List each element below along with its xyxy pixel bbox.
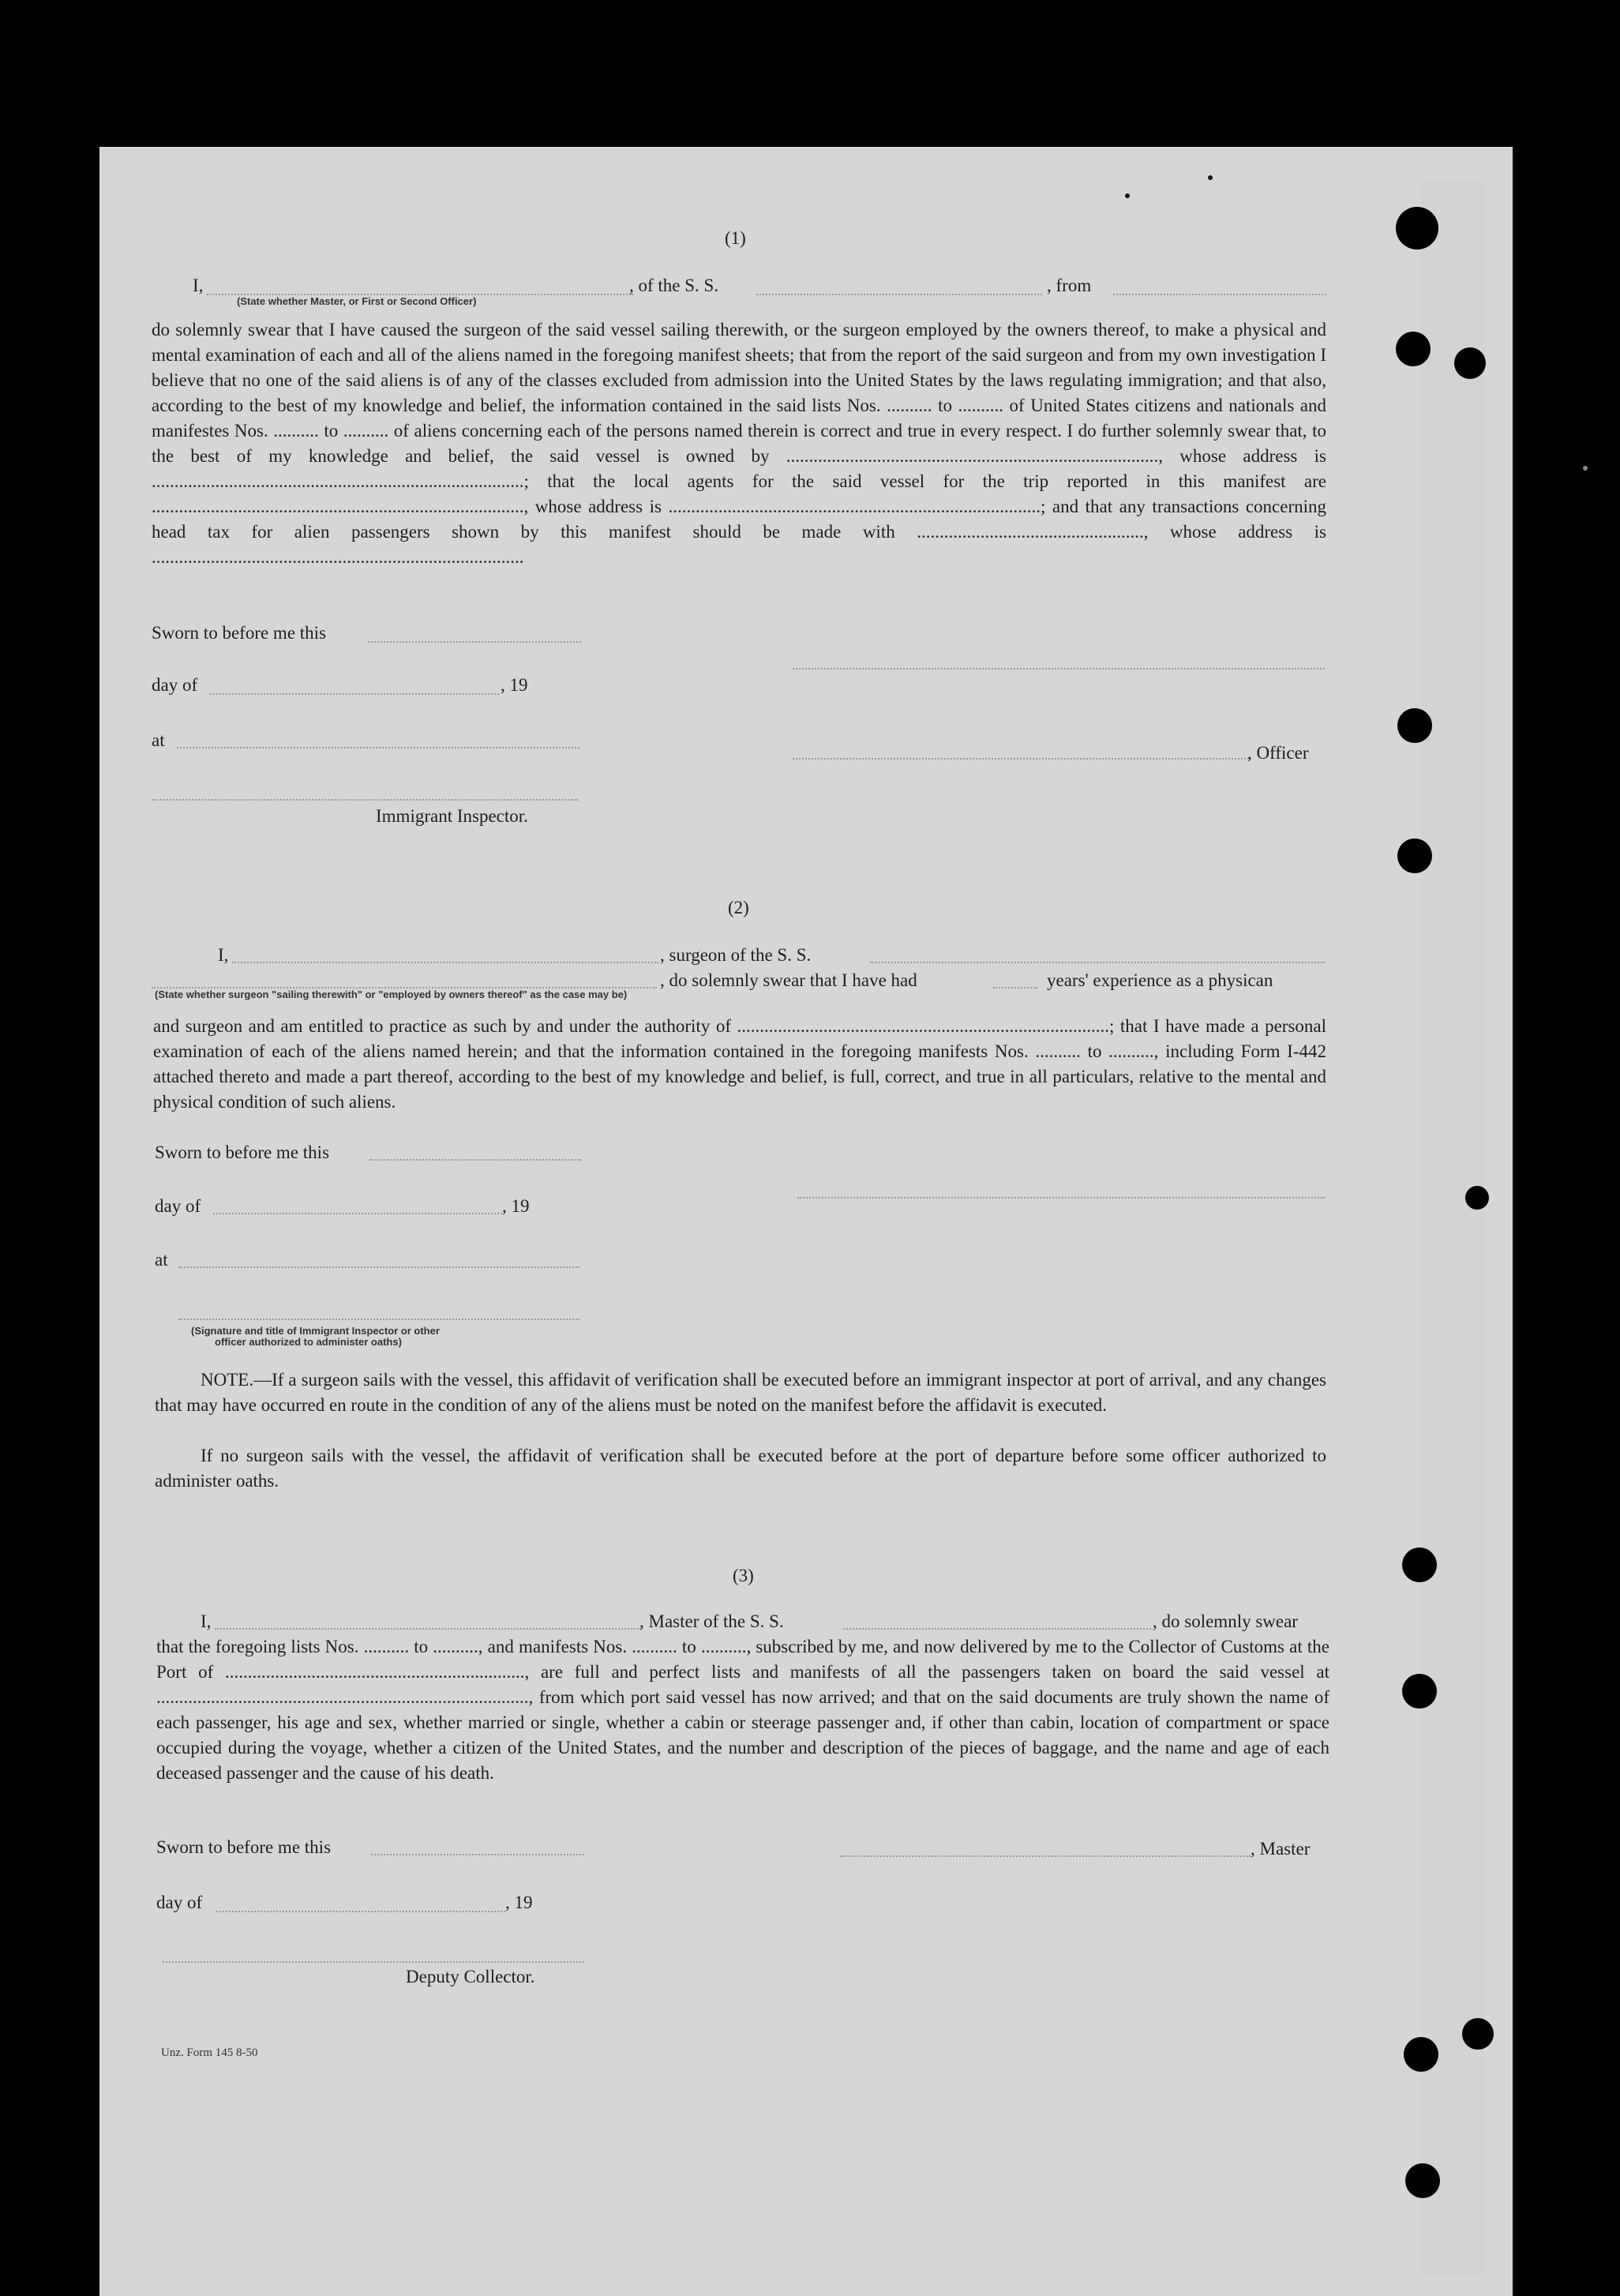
form-number: Unz. Form 145 8-50 (161, 2047, 258, 2059)
punch-hole (1397, 708, 1432, 743)
field-surgeon-signature (797, 1197, 1325, 1199)
section-1-year: , 19 (501, 675, 528, 695)
punch-hole (1404, 2037, 1438, 2072)
section-3-year: , 19 (505, 1893, 533, 1912)
field-master-signature (840, 1855, 1251, 1857)
section-3-master-of: , Master of the S. S. (639, 1611, 784, 1631)
punch-hole (1454, 347, 1486, 379)
section-2-number: (2) (728, 898, 749, 917)
section-1-body: do solemnly swear that I have caused the surgeon of the said vessel sailing therewith, or the surgeon employed by the owners thereof, to make a physical and mental examination of each and all of the aliens named in the foregoing manifest sheets; that from the report of the said surgeon and from my own investigation I believe that no one of the said aliens is of any of the classes excluded from admission into the United States by the laws regulating immigration; and that also, according to the best of my knowledge and belief, the information contained in the said lists Nos. .......... to .......... of United States citizens and nationals and manifestes Nos. .......... to .......... of aliens concerning each of the persons named therein is correct and true in every respect. I do further solemnly swear that, to the best of my knowledge and belief, the said vessel is owned by .................................................................................., whose address is ..................................................................................; that the local agents for the said vessel for the trip reported in this manifest are .................................................................................., whose address is ..................................................................................; and that any transactions concerning head tax for alien passengers shown by this manifest should be made with .................................................., whose address is .................................................................................. (152, 320, 1326, 567)
section-1-i: I, (193, 276, 204, 295)
section-2-at: at (155, 1250, 168, 1270)
section-1-officer: , Officer (1247, 743, 1309, 763)
field-officer-signature (793, 758, 1249, 760)
section-1-sworn: Sworn to before me this (152, 623, 327, 643)
field-vessel-name-2 (870, 962, 1325, 963)
field-day (210, 693, 499, 695)
section-3-collector: Deputy Collector. (406, 1967, 535, 1986)
field-at-2 (178, 1266, 579, 1268)
punch-hole (1405, 2163, 1440, 2198)
field-signature-line (793, 668, 1325, 670)
section-3-i: I, (201, 1611, 212, 1631)
punch-hole (1402, 1548, 1437, 1582)
section-3-master: , Master (1251, 1839, 1311, 1859)
section-1-day-of: day of (152, 675, 198, 695)
section-1-at: at (152, 730, 165, 750)
section-2-year: , 19 (502, 1196, 530, 1216)
field-inspector-signature-2 (178, 1319, 579, 1320)
speck (1208, 175, 1213, 180)
field-at (177, 747, 579, 748)
section-1-hint: (State whether Master, or First or Second Officer) (237, 295, 477, 307)
field-vessel-name-3 (843, 1628, 1151, 1630)
field-collector-signature (163, 1961, 584, 1963)
section-3-day-of: day of (156, 1893, 203, 1912)
section-2-i: I, (218, 945, 229, 965)
section-1-from: , from (1047, 276, 1092, 295)
field-day-2 (213, 1213, 502, 1214)
section-2-day-of: day of (155, 1196, 201, 1216)
punch-hole (1462, 2018, 1494, 2050)
punch-hole (1465, 1186, 1489, 1210)
field-inspector-signature (152, 799, 578, 801)
speck (1583, 466, 1588, 471)
section-2-sig-hint-2: officer authorized to administer oaths) (215, 1336, 402, 1348)
note-paragraph-1: NOTE.—If a surgeon sails with the vessel, this affidavit of verification shall be executed before an immigrant inspector at port of arrival, and any changes that may have occurred en route in the condition of any of the aliens must be noted on the manifest before the affidavit is executed. (155, 1370, 1326, 1415)
section-3-body: that the foregoing lists Nos. .......... to .........., and manifests Nos. .......... to .........., subscribed by me, and now delivered by me to the Collector of Customs at the Port of .................................................................., are full and perfect lists and manifests of all the passengers taken on board the said vessel at .................................................................................., from which port said vessel has now arrived; and that on the said documents are truly shown the name of each passenger, his age and sex, whether married or single, whether a cabin or steerage passenger and, if other than cabin, location of compartment or space occupied during the voyage, whether a citizen of the United States, and the number and description of the pieces of baggage, and the name and age of each deceased passenger and the cause of his death. (156, 1637, 1329, 1783)
field-sworn-date (368, 641, 581, 643)
section-2-years: years' experience as a physican (1047, 970, 1273, 990)
field-day-3 (216, 1911, 505, 1912)
punch-hole (1397, 838, 1432, 873)
section-2-body: and surgeon and am entitled to practice as such by and under the authority of ..................................................................................; that I have made a personal examination of each of the aliens named herein; and that the information contained in the foregoing manifests Nos. .......... to .........., including Form I-442 attached thereto and made a part thereof, according to the best of my knowledge and belief, is full, correct, and true in all particulars, relative to the mental and physical condition of such aliens. (153, 1016, 1326, 1112)
punch-hole (1402, 1674, 1437, 1709)
section-2-hint: (State whether surgeon "sailing therewith" or "employed by owners thereof" as the case may be) (155, 989, 628, 1000)
sheet-edge (1421, 182, 1484, 2274)
speck (1125, 193, 1130, 198)
section-2-sig-hint-1: (Signature and title of Immigrant Inspector or other (191, 1325, 440, 1337)
note-paragraph-2: If no surgeon sails with the vessel, the affidavit of verification shall be executed before at the port of departure before some officer authorized to administer oaths. (155, 1446, 1326, 1491)
field-from-port (1113, 294, 1326, 295)
section-1-inspector: Immigrant Inspector. (376, 806, 528, 826)
section-1-of-ss: , of the S. S. (629, 276, 719, 295)
section-3-number: (3) (733, 1566, 754, 1585)
field-master-name (215, 1628, 641, 1630)
field-years (993, 987, 1037, 989)
section-2-swear: , do solemnly swear that I have had (660, 970, 917, 990)
section-2-surgeon-of: , surgeon of the S. S. (660, 945, 812, 965)
section-3-sworn: Sworn to before me this (156, 1837, 332, 1857)
section-3-swear: , do solemnly swear (1153, 1611, 1298, 1631)
punch-hole (1396, 207, 1438, 249)
section-1-number: (1) (725, 228, 746, 248)
field-surgeon-name (232, 962, 658, 963)
section-2-sworn: Sworn to before me this (155, 1142, 330, 1162)
field-sworn-date-2 (369, 1159, 581, 1161)
punch-hole (1396, 332, 1431, 366)
field-sworn-date-3 (371, 1854, 584, 1855)
field-vessel-name (756, 294, 1042, 295)
